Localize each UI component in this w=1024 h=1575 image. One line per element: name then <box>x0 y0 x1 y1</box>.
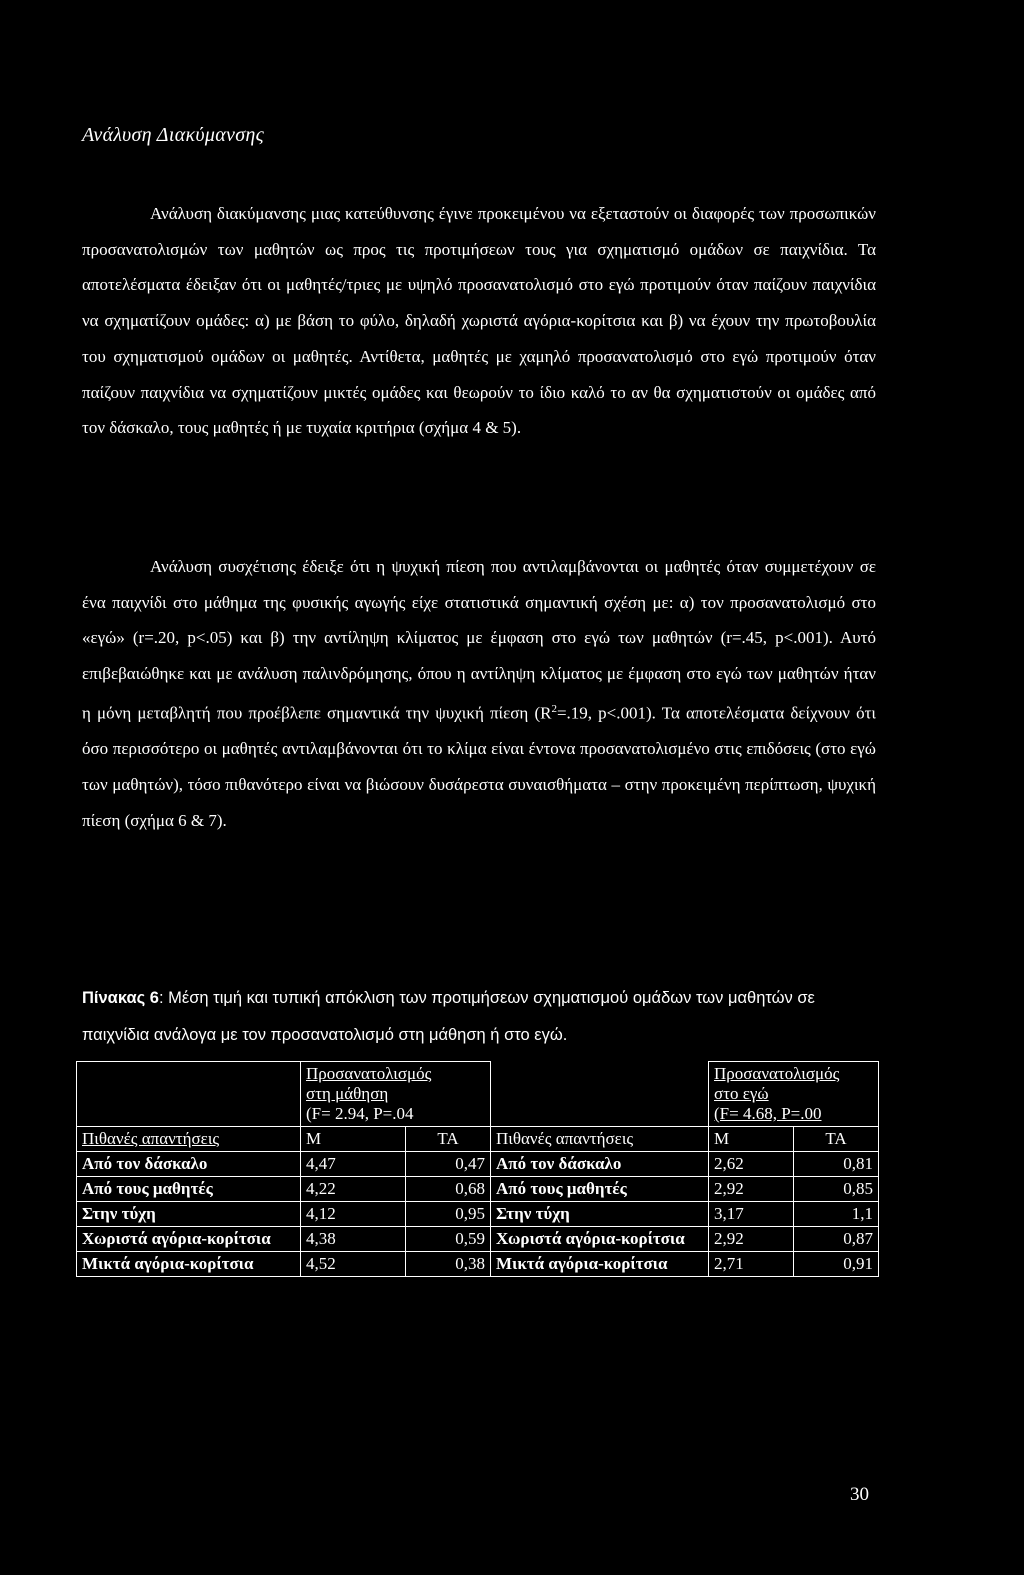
cell-sd-learning: 0,38 <box>406 1252 491 1277</box>
cell-mean-ego: 2,62 <box>709 1152 794 1177</box>
column-header-possible-answers: Πιθανές απαντήσεις <box>491 1127 709 1152</box>
cell-sd-ego: 0,85 <box>794 1177 879 1202</box>
cell-sd-ego: 0,81 <box>794 1152 879 1177</box>
column-header-ta: ΤΑ <box>794 1127 879 1152</box>
table-row <box>77 1227 879 1252</box>
table-row <box>77 1152 879 1177</box>
group-header-ego-subtitle: στο εγώ <box>714 1084 769 1103</box>
results-table <box>76 1061 879 1277</box>
column-header-m: Μ <box>709 1127 794 1152</box>
group-header-learning <box>301 1062 491 1127</box>
row-label: Από τους μαθητές <box>491 1177 709 1202</box>
row-label: Στην τύχη <box>77 1202 301 1227</box>
cell-mean-ego: 2,92 <box>709 1177 794 1202</box>
table-caption <box>82 980 876 1054</box>
paragraph-anova-text: Ανάλυση διακύμανσης μιας κατεύθυνσης έγινε προκειμένου να εξεταστούν οι διαφορές των προσωπικών προσανατολισμών των μαθητών ως προς τις προτιμήσεων τους για σχηματισμό ομάδων σε παιχνίδια. Τα αποτελέσματα έδειξαν ότι οι μαθητές/τριες με υψηλό προσανατολισμό στο εγώ προτιμούν όταν παίζουν παιχνίδια να σχηματίζουν ομάδες: α) με βάση το φύλο, δηλαδή χωριστά αγόρια-κορίτσια και β) να έχουν την πρωτοβουλία του σχηματισμού ομάδων οι μαθητές. Αντίθετα, μαθητές με χαμηλό προσανατολισμό στο εγώ προτιμούν όταν παίζουν παιχνίδια να σχηματίζουν μικτές ομάδες και θεωρούν το ίδιο καλό το αν θα σχηματιστούν οι ομάδες από τον δάσκαλο, τους μαθητές ή με τυχαία κριτήρια (σχήμα 4 & 5). <box>82 204 876 438</box>
cell-sd-learning: 0,47 <box>406 1152 491 1177</box>
section-heading: Ανάλυση Διακύμανσης <box>82 124 264 146</box>
cell-sd-learning: 0,95 <box>406 1202 491 1227</box>
table-row <box>77 1252 879 1277</box>
page-number: 30 <box>850 1484 869 1505</box>
group-header-learning-stats: (F= 2.94, P=.04 <box>306 1104 414 1123</box>
column-header-possible-answers: Πιθανές απαντήσεις <box>77 1127 301 1152</box>
column-header-ta: ΤΑ <box>406 1127 491 1152</box>
row-label: Από τον δάσκαλο <box>77 1152 301 1177</box>
cell-sd-learning: 0,59 <box>406 1227 491 1252</box>
cell-mean-learning: 4,52 <box>301 1252 406 1277</box>
column-header-m: Μ <box>301 1127 406 1152</box>
cell-sd-ego: 0,87 <box>794 1227 879 1252</box>
cell-mean-learning: 4,12 <box>301 1202 406 1227</box>
group-header-learning-subtitle: στη μάθηση <box>306 1084 389 1103</box>
table-empty-cell <box>491 1062 709 1127</box>
cell-sd-ego: 0,91 <box>794 1252 879 1277</box>
table-group-header-row <box>77 1062 879 1127</box>
group-header-ego-stats: (F= 4.68, P=.00 <box>714 1104 822 1123</box>
cell-sd-ego: 1,1 <box>794 1202 879 1227</box>
table-row <box>77 1202 879 1227</box>
paragraph-anova <box>82 196 876 446</box>
row-label: Μικτά αγόρια-κορίτσια <box>77 1252 301 1277</box>
cell-mean-ego: 3,17 <box>709 1202 794 1227</box>
table-row <box>77 1177 879 1202</box>
table-column-header-row <box>77 1127 879 1152</box>
superscript-2: 2 <box>551 702 557 715</box>
paragraph-correlation <box>82 549 876 838</box>
cell-mean-learning: 4,22 <box>301 1177 406 1202</box>
group-header-ego <box>709 1062 879 1127</box>
row-label: Χωριστά αγόρια-κορίτσια <box>77 1227 301 1252</box>
row-label: Από τον δάσκαλο <box>491 1152 709 1177</box>
table-empty-cell <box>77 1062 301 1127</box>
cell-sd-learning: 0,68 <box>406 1177 491 1202</box>
cell-mean-ego: 2,92 <box>709 1227 794 1252</box>
paragraph-correlation-text-1: Ανάλυση συσχέτισης έδειξε ότι η ψυχική πίεση που αντιλαμβάνονται οι μαθητές όταν συμμετέχουν σε ένα παιχνίδι στο μάθημα της φυσικής αγωγής είχε στατιστικά σημαντική σχέση με: α) τον προσανατολισμό στο «εγώ» (r=.20, p<.05) και β) την αντίληψη κλίματος με έμφαση στο εγώ των μαθητών (r=.45, p<.001). Αυτό επιβεβαιώθηκε και με ανάλυση παλινδρόμησης, όπου η αντίληψη κλίματος με έμφαση στο εγώ των μαθητών ήταν η μόνη μεταβλητή που προέβλεπε σημαντικά την ψυχική πίεση (R <box>82 557 876 723</box>
row-label: Από τους μαθητές <box>77 1177 301 1202</box>
group-header-ego-title: Προσανατολισμός <box>714 1064 840 1083</box>
cell-mean-ego: 2,71 <box>709 1252 794 1277</box>
table-caption-label: Πίνακας 6 <box>82 989 159 1007</box>
row-label: Στην τύχη <box>491 1202 709 1227</box>
group-header-learning-title: Προσανατολισμός <box>306 1064 432 1083</box>
cell-mean-learning: 4,47 <box>301 1152 406 1177</box>
cell-mean-learning: 4,38 <box>301 1227 406 1252</box>
paragraph-correlation-text-2: =.19, p<.001). Τα αποτελέσματα δείχνουν ότι όσο περισσότερο οι μαθητές αντιλαμβάνονται ότι το κλίμα είναι έντονα προσανατολισμένο στις επιδόσεις (στο εγώ των μαθητών), τόσο πιθανότερο είναι να βιώσουν δυσάρεστα συναισθήματα – στην προκειμένη περίπτωση, ψυχική πίεση (σχήμα 6 & 7). <box>82 703 876 830</box>
row-label: Μικτά αγόρια-κορίτσια <box>491 1252 709 1277</box>
row-label: Χωριστά αγόρια-κορίτσια <box>491 1227 709 1252</box>
table-caption-text: : Μέση τιμή και τυπική απόκλιση των προτιμήσεων σχηματισμού ομάδων των μαθητών σε παιχνίδια ανάλογα με τον προσανατολισμό στη μάθηση ή στο εγώ. <box>82 989 815 1044</box>
